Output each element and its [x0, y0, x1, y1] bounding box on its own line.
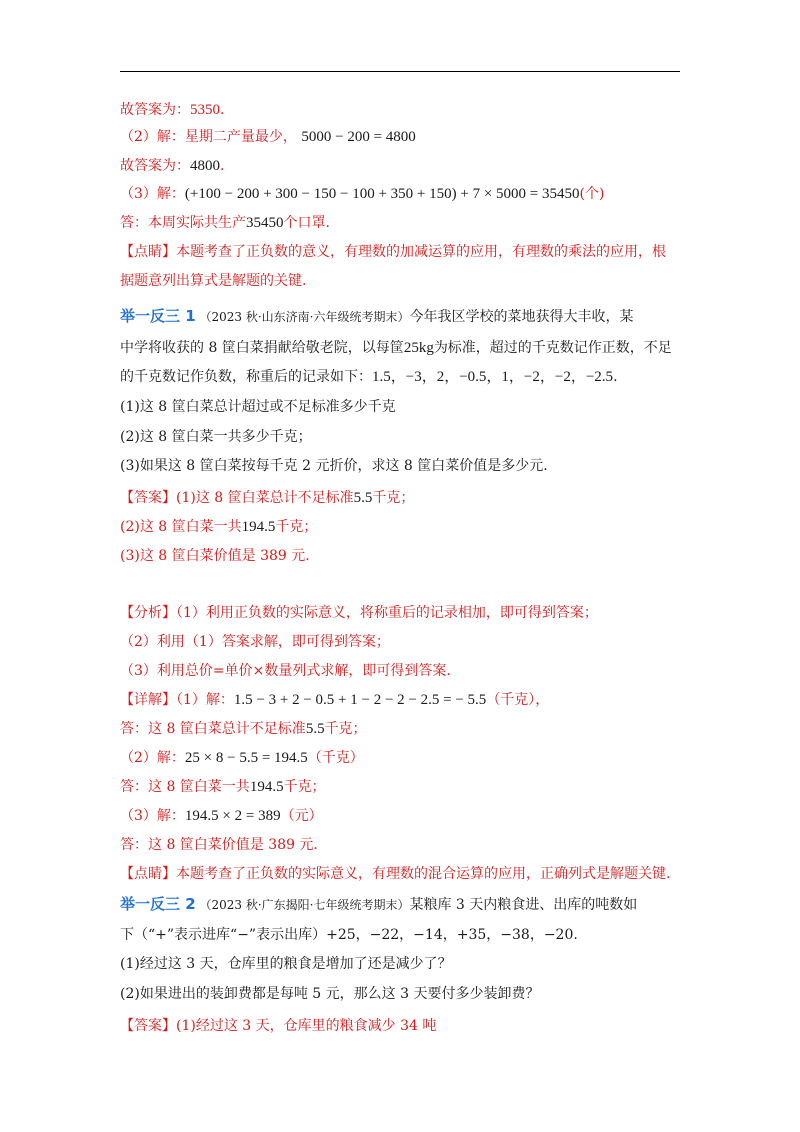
detail-answer-3: 答：这 8 筐白菜价值是 389 元. [120, 837, 318, 853]
question-3: (3)如果这 8 筐白菜按每千克 2 元折价，求这 8 筐白菜价值是多少元. [120, 458, 548, 474]
answer-2: (2)这 8 筐白菜一共194.5千克； [120, 519, 318, 535]
answer-1: 【答案】(1)这 8 筐白菜总计不足标准5.5千克； [120, 490, 415, 506]
detail-1: 【详解】（1）解：1.5 − 3 + 2 − 0.5 + 1 − 2 − 2 − 2.5 = − 5.5（千克）， [120, 692, 550, 708]
question-2-2: (2)如果进出的装卸费都是每吨 5 元，那么这 3 天要付多少装卸费？ [120, 986, 540, 1002]
comment-line-2: 据题意列出算式是解题的关键. [120, 273, 307, 289]
question-2: (2)这 8 筐白菜一共多少千克； [120, 429, 312, 445]
answer-line-3: 故答案为：4800. [120, 158, 225, 174]
analysis-1: 【分析】（1）利用正负数的实际意义，将称重后的记录相加，即可得到答案； [120, 605, 598, 621]
example-1-heading: 举一反三 1 （2023 秋·山东济南·六年级统考期末）今年我区学校的菜地获得大丰收，某 [120, 307, 634, 325]
answer-line-5: 答：本周实际共生产35450个口罩. [120, 215, 330, 231]
header-rule [120, 71, 680, 72]
answer-3: (3)这 8 筐白菜价值是 389 元. [120, 548, 310, 564]
example-2-heading: 举一反三 2 （2023 秋·广东揭阳·七年级统考期末）某粮库 3 天内粮食进、出库的吨数如 [120, 895, 638, 913]
detail-2: （2）解：25 × 8 − 5.5 = 194.5（千克） [120, 750, 364, 766]
answer-2-1: 【答案】(1)经过这 3 天，仓库里的粮食减少 34 吨 [120, 1018, 437, 1034]
question-2-1: (1)经过这 3 天，仓库里的粮食是增加了还是减少了？ [120, 956, 452, 972]
comment-line-1: 【点睛】本题考查了正负数的意义，有理数的加减运算的应用，有理数的乘法的应用，根 [120, 244, 666, 260]
example-1-text-3: 的千克数记作负数，称重后的记录如下：1.5，−3，2，−0.5，1，−2，−2，−2.5. [120, 369, 618, 385]
example-1-text-2: 中学将收获的 8 筐白菜捐献给敬老院，以每筐25kg为标准，超过的千克数记作正数，不足 [120, 340, 672, 356]
question-1: (1)这 8 筐白菜总计超过或不足标准多少千克 [120, 399, 396, 415]
example-2-text-2: 下（“+”表示进库“−”表示出库）+25，−22，−14，+35，−38，−20. [120, 927, 578, 943]
detail-answer-1: 答：这 8 筐白菜总计不足标准5.5千克； [120, 721, 367, 737]
analysis-2: （2）利用（1）答案求解，即可得到答案； [120, 634, 390, 650]
detail-3: （3）解：194.5 × 2 = 389（元） [120, 808, 323, 824]
detail-answer-2: 答：这 8 筐白菜一共194.5千克； [120, 779, 326, 795]
analysis-3: （3）利用总价=单价×数量列式求解，即可得到答案. [120, 663, 451, 679]
answer-line-1: 故答案为：5350. [120, 102, 225, 118]
answer-line-2: （2）解：星期二产量最少， 5000 − 200 = 4800 [120, 129, 416, 145]
comment-2: 【点睛】本题考查了正负数的实际意义，有理数的混合运算的应用，正确列式是解题关键. [120, 866, 671, 882]
answer-line-4: （3）解：(+100 − 200 + 300 − 150 − 100 + 350 + 150) + 7 × 5000 = 35450(个) [120, 186, 605, 202]
